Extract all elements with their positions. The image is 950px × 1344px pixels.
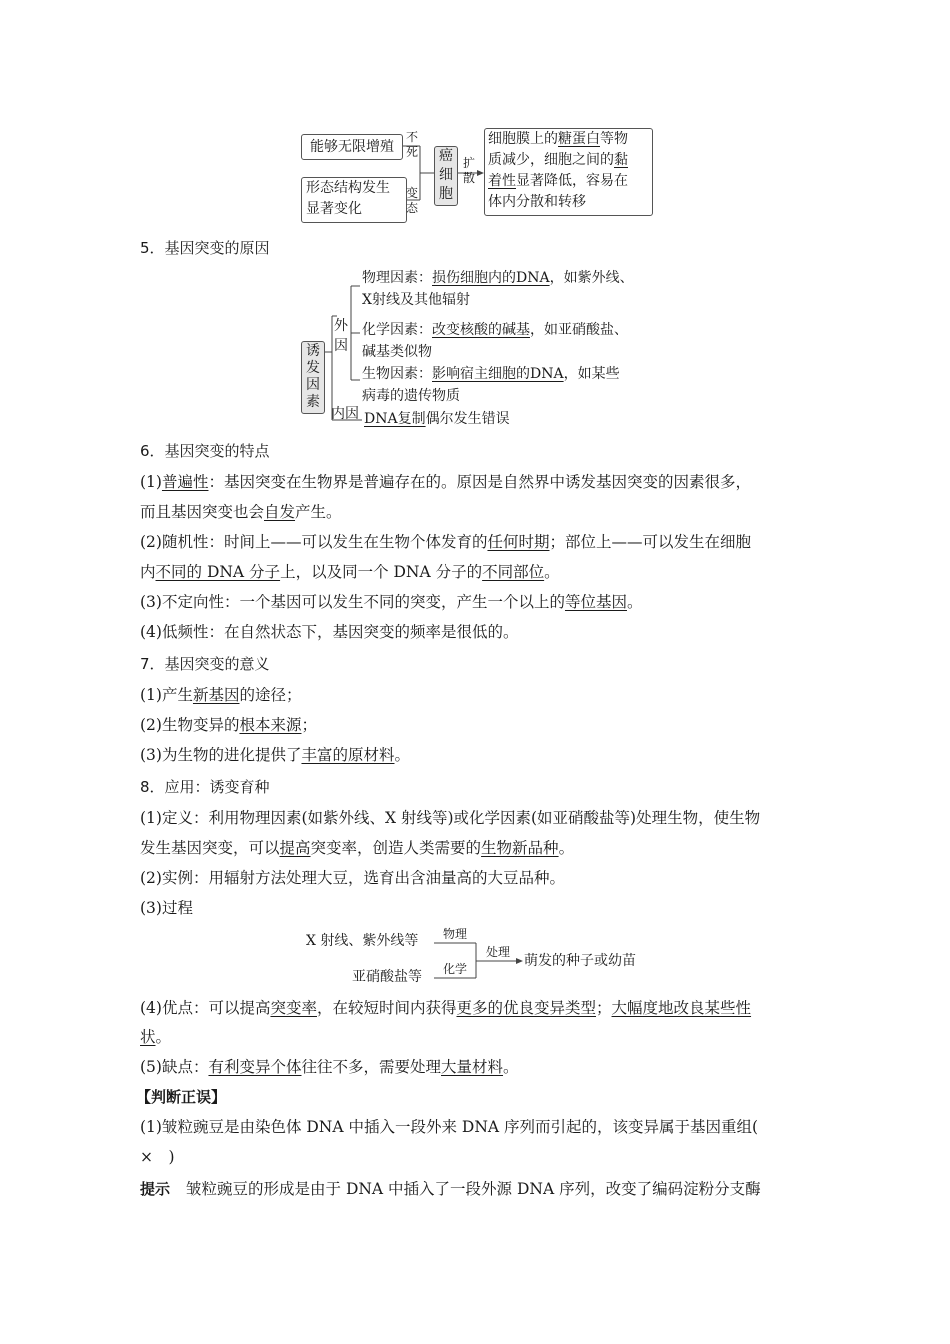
raw-material-underlined: 丰富的原材料 [301, 746, 395, 764]
features-line1-pre: 细胞膜上的 [488, 131, 558, 147]
s6-p1b-post: 产生。 [295, 503, 342, 521]
any-period-underlined: 任何时期 [487, 533, 550, 551]
features-line4: 体内分散和转移 [488, 194, 586, 210]
morphology-change-line1: 形态结构发生 [306, 180, 390, 196]
section-7-heading: 7．基因突变的意义 [140, 655, 270, 673]
chemical-agents-text: 亚硝酸盐等 [352, 969, 422, 985]
s8-para1-line1: (1)定义：利用物理因素(如紫外线、X 射线等)或化学因素(如亚硝酸盐等)处理生物，使生物 [140, 809, 761, 827]
new-variety-underlined: 生物新品种 [481, 839, 559, 857]
physical-tag: 物理 [442, 927, 467, 941]
biological-factor-line2: 病毒的遗传物质 [362, 388, 460, 404]
allele-underlined: 等位基因 [564, 593, 627, 611]
more-variation-underlined: 更多的优良变异类型 [456, 999, 597, 1017]
s8-p5-post: 。 [503, 1058, 519, 1076]
cancer-cell-text: 癌细胞 [439, 148, 453, 202]
features-line3-post: 显著降低，容易在 [516, 173, 628, 189]
s8-p4b-post: 。 [155, 1028, 172, 1046]
s6-para4: (4)低频性：在自然状态下，基因突变的频率是很低的。 [140, 623, 519, 641]
section-5-heading: 5．基因突变的原因 [140, 239, 270, 257]
root-source-underlined: 根本来源 [239, 716, 302, 734]
process-result-text: 萌发的种子或幼苗 [524, 953, 636, 969]
s8-p1b-post: 。 [558, 839, 575, 857]
judge-hint [140, 1179, 812, 1199]
hint-text: 皱粒豌豆的形成是由于 DNA 中插入了一段外源 DNA 序列，改变了编码淀粉分支酶 [186, 1180, 761, 1198]
physical-factor-underlined: 损伤细胞内的DNA [432, 270, 550, 286]
features-line2-pre: 质减少，细胞之间的 [488, 152, 614, 168]
physical-factor-line2: X射线及其他辐射 [362, 292, 470, 308]
physical-factor-examples: ，如紫外线、 [549, 270, 634, 286]
induced-factors-text: 诱发因素 [306, 343, 320, 410]
biological-factor-examples: ，如某些 [563, 366, 620, 382]
s8-p1b-pre: 发生基因突变，可以 [140, 839, 280, 857]
physical-agents-text: X 射线、紫外线等 [306, 933, 419, 949]
s6-p2b-pre: 内 [140, 563, 156, 581]
deformed-tag: 变态 [405, 186, 418, 215]
s8-para4-line2 [140, 1027, 812, 1047]
chemical-tag: 化学 [442, 962, 467, 976]
s7-p3-post: 。 [394, 746, 410, 764]
physical-factor-label: 物理因素： [362, 270, 432, 286]
chemical-factor-label: 化学因素： [362, 322, 432, 338]
chemical-factor-examples: ，如亚硝酸盐、 [530, 322, 628, 338]
s8-p5-pre: (5)缺点： [140, 1058, 209, 1076]
s6-p1-text: ：基因突变在生物界是普遍存在的。原因是自然界中诱发基因突变的因素很多， [208, 473, 751, 491]
s6-p2-post: ；部位上——可以发生在细胞 [549, 533, 751, 551]
favorable-individuals-underlined: 有利变异个体 [208, 1058, 302, 1076]
s6-p2b-mid: 上，以及同一个 DNA 分子的 [280, 563, 483, 581]
s7-p2-pre: (2)生物变异的 [140, 716, 240, 734]
s7-p1-post: 的途径； [239, 686, 302, 704]
s7-p2-post: ； [301, 716, 317, 734]
s6-p3-pre: (3)不定向性：一个基因可以发生不同的突变，产生一个以上的 [140, 593, 565, 611]
s7-p3-pre: (3)为生物的进化提供了 [140, 746, 302, 764]
s8-p5-mid: 往往不多，需要处理 [301, 1058, 441, 1076]
s8-para2: (2)实例：用辐射方法处理大豆，选育出含油量高的大豆品种。 [140, 869, 565, 887]
adhesion-underlined-a: 黏 [614, 152, 628, 168]
biological-factor-underlined: 影响宿主细胞的DNA [432, 366, 564, 382]
s8-p4-mid1: ，在较短时间内获得 [316, 999, 457, 1017]
increase-underlined: 提高 [279, 839, 311, 857]
treat-tag: 处理 [485, 945, 510, 959]
unlimited-proliferation-text: 能够无限增殖 [310, 139, 394, 155]
biological-factor-label: 生物因素： [362, 366, 432, 382]
s8-para3: (3)过程 [140, 899, 193, 917]
s6-p2b-post: 。 [544, 563, 560, 581]
hint-label: 提示 [140, 1180, 171, 1198]
spontaneous-underlined: 自发 [264, 503, 296, 521]
different-sites-underlined: 不同部位 [482, 563, 545, 581]
s8-p1b-mid: 突变率，创造人类需要的 [310, 839, 482, 857]
universality-underlined: 普遍性 [161, 473, 209, 491]
section-8-heading: 8．应用：诱变育种 [140, 778, 270, 796]
section-6-heading: 6．基因突变的特点 [140, 442, 270, 460]
judge-heading: 【判断正误】 [136, 1088, 227, 1106]
judge-q1-line2: × ) [140, 1148, 175, 1166]
chemical-factor-underlined: 改变核酸的碱基 [432, 322, 530, 338]
immortal-tag: 不死 [405, 130, 418, 159]
s7-p1-pre: (1)产生 [140, 686, 193, 704]
mutation-rate-underlined: 突变率 [270, 999, 317, 1017]
s8-para5 [140, 1057, 812, 1077]
s8-p4-mid2: ； [596, 999, 612, 1017]
different-dna-underlined: 不同的 DNA 分子 [155, 563, 281, 581]
new-gene-underlined: 新基因 [192, 686, 240, 704]
morphology-change-line2: 显著变化 [306, 201, 362, 217]
s8-p4-pre: (4)优点：可以提高 [140, 999, 271, 1017]
s6-p3-post: 。 [626, 593, 643, 611]
features-line1-post: 等物 [600, 131, 628, 147]
internal-cause-label: 内因 [331, 406, 359, 422]
external-cause-label: 外因 [334, 318, 348, 354]
adhesion-underlined-b: 着性 [488, 173, 516, 189]
internal-cause-rest: 偶尔发生错误 [425, 411, 510, 427]
traits-underlined-end: 状 [140, 1028, 156, 1046]
improve-traits-underlined: 大幅度地改良某些性 [611, 999, 752, 1017]
glycoprotein-underlined: 糖蛋白 [558, 131, 600, 147]
s6-p1-num: (1) [140, 473, 162, 491]
s8-para4-line1 [140, 998, 812, 1018]
chemical-factor-line2: 碱基类似物 [362, 344, 432, 360]
spread-tag: 扩散 [462, 156, 475, 185]
large-material-underlined: 大量材料 [441, 1058, 504, 1076]
s6-p1b-pre: 而且基因突变也会 [140, 503, 265, 521]
s6-p2-pre: (2)随机性：时间上——可以发生在生物个体发育的 [140, 533, 488, 551]
judge-q1-line1: (1)皱粒豌豆是由染色体 DNA 中插入一段外来 DNA 序列而引起的，该变异属于基因重组( [140, 1118, 759, 1136]
dna-replication-underlined: DNA复制 [364, 411, 426, 427]
